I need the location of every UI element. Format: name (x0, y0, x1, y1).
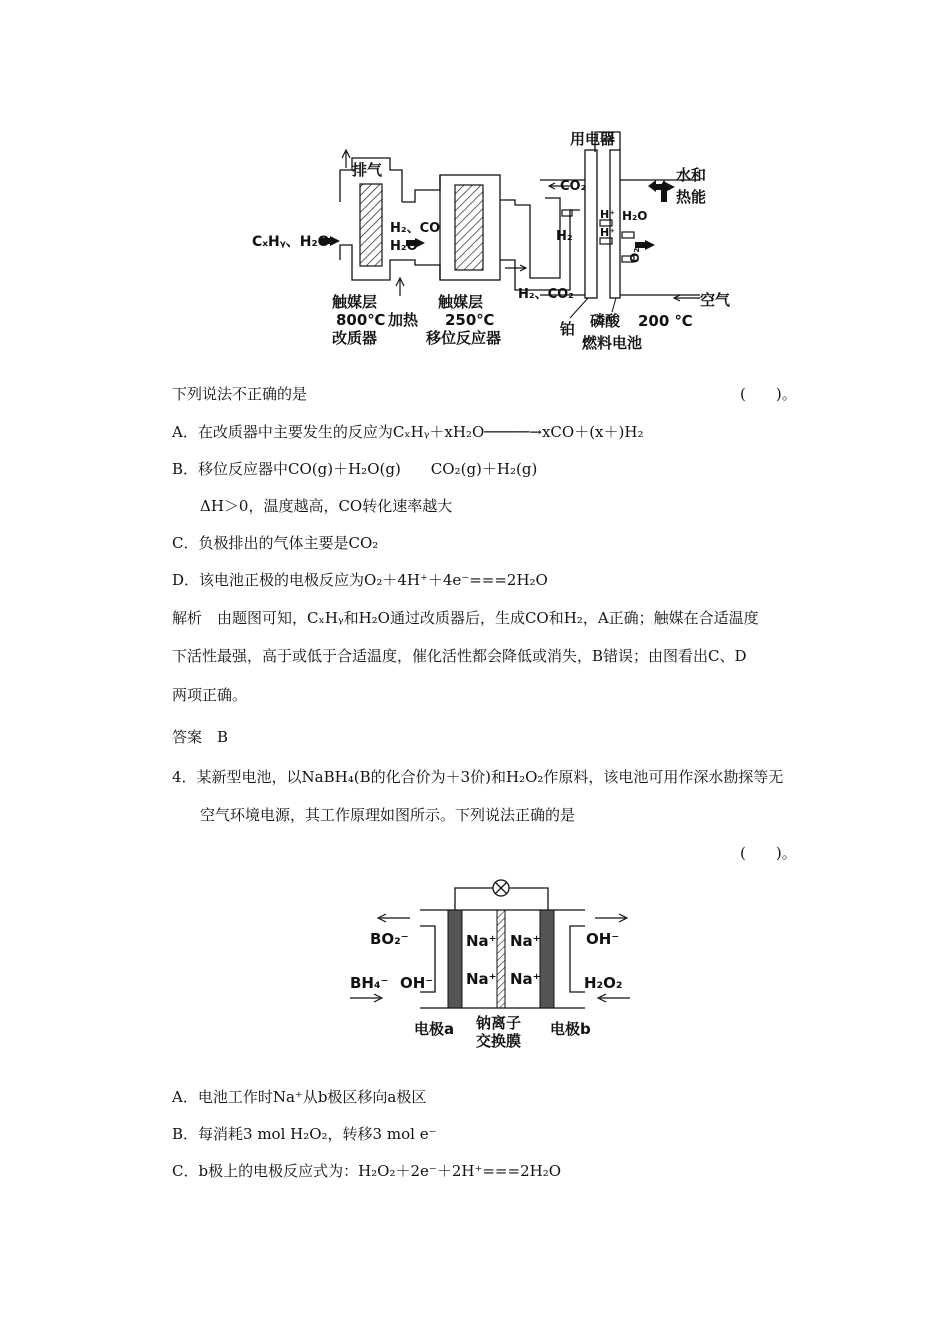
q3-analysis-line1: 解析 由题图可知，CₓHᵧ和H₂O通过改质器后，生成CO和H₂，A正确；触媒在合适温度 (172, 609, 759, 627)
fuel-cell-system-diagram (240, 120, 740, 360)
na-ion-3: Na⁺ (466, 970, 497, 988)
shift-reactor-label-1: 触媒层 (438, 293, 484, 311)
q3-option-d[interactable]: D．该电池正极的电极反应为O₂＋4H⁺＋4e⁻===2H₂O (172, 571, 548, 589)
q3-option-a[interactable]: A．在改质器中主要发生的反应为CₓHᵧ＋xH₂O─────→xCO＋(x＋)H₂ (172, 423, 644, 441)
q4-option-b[interactable]: B．每消耗3 mol H₂O₂，转移3 mol e⁻ (172, 1125, 437, 1143)
electrode-b-label: 电极b (550, 1020, 591, 1038)
bh4-label: BH₄⁻ (350, 974, 389, 992)
appliance-label: 用电器 (570, 130, 616, 148)
q4-stem-line2: 空气环境电源，其工作原理如图所示。下列说法正确的是 (200, 806, 576, 824)
reformer-label-3: 改质器 (332, 329, 378, 347)
shift-reactor-label-2: 250℃ (445, 311, 495, 329)
co2-out-label: CO₂ (560, 179, 587, 194)
na-ion-4: Na⁺ (510, 970, 541, 988)
air-label: 空气 (700, 291, 731, 309)
q4-option-a[interactable]: A．电池工作时Na⁺从b极区移向a极区 (172, 1088, 427, 1106)
phosphoric-label: 磷酸 (590, 312, 621, 330)
h-plus-label-1: H⁺ (600, 208, 616, 221)
q3-paren: ( )。 (740, 385, 797, 403)
na-ion-1: Na⁺ (466, 932, 497, 950)
q3-option-c[interactable]: C．负极排出的气体主要是CO₂ (172, 534, 379, 552)
feed-label: CₓHᵧ、H₂O (252, 234, 330, 250)
q3-analysis-line2: 下活性最强，高于或低于合适温度，催化活性都会降低或消失，B错误；由图看出C、D (172, 647, 747, 665)
heat-label: 加热 (388, 311, 419, 329)
water-heat-label-2: 热能 (676, 188, 707, 206)
h2-in-label: H₂ (556, 229, 573, 244)
q3-option-b-line1[interactable]: B．移位反应器中CO(g)＋H₂O(g) CO₂(g)＋H₂(g) (172, 460, 538, 478)
mid-gas-label-1: H₂、CO (390, 221, 441, 236)
reformer-label-2: 800℃ (336, 311, 386, 329)
water-heat-label-1: 水和 (676, 166, 707, 184)
shift-reactor-label-3: 移位反应器 (426, 329, 502, 347)
q3-analysis-line3: 两项正确。 (172, 686, 248, 704)
h2-co2-label: H₂、CO₂ (518, 287, 574, 302)
exhaust-label: 排气 (352, 161, 383, 179)
oh-right-label: OH⁻ (586, 930, 620, 948)
platinum-label: 铂 (560, 320, 576, 338)
reformer-label-1: 触媒层 (332, 293, 378, 311)
q4-stem-line1: 4．某新型电池，以NaBH₄(B的化合价为＋3价)和H₂O₂作原料，该电池可用作深水勘探等无 (172, 768, 784, 786)
h2o-product-label: H₂O (622, 209, 648, 223)
temp-label: 200 ℃ (638, 312, 693, 330)
o2-label: O₂ (628, 247, 642, 263)
q4-option-c[interactable]: C．b极上的电极反应式为：H₂O₂＋2e⁻＋2H⁺===2H₂O (172, 1162, 562, 1180)
membrane-label-1: 钠离子 (476, 1014, 522, 1032)
oh-left-label: OH⁻ (400, 974, 434, 992)
h2o2-label: H₂O₂ (584, 974, 623, 992)
bo2-label: BO₂⁻ (370, 930, 409, 948)
na-ion-2: Na⁺ (510, 932, 541, 950)
fuel-cell-label: 燃料电池 (582, 334, 643, 352)
q3-stem: 下列说法不正确的是 (172, 385, 308, 403)
electrode-a-label: 电极a (414, 1020, 455, 1038)
q3-option-b-line2: ΔH＞0，温度越高，CO转化速率越大 (200, 497, 453, 515)
q4-paren: ( )。 (740, 844, 797, 862)
h-plus-label-2: H⁺ (600, 226, 616, 239)
nabh4-cell-diagram (340, 870, 640, 1050)
mid-gas-label-2: H₂O (390, 239, 418, 254)
q3-answer: 答案 B (172, 728, 229, 746)
membrane-label-2: 交换膜 (476, 1032, 522, 1050)
